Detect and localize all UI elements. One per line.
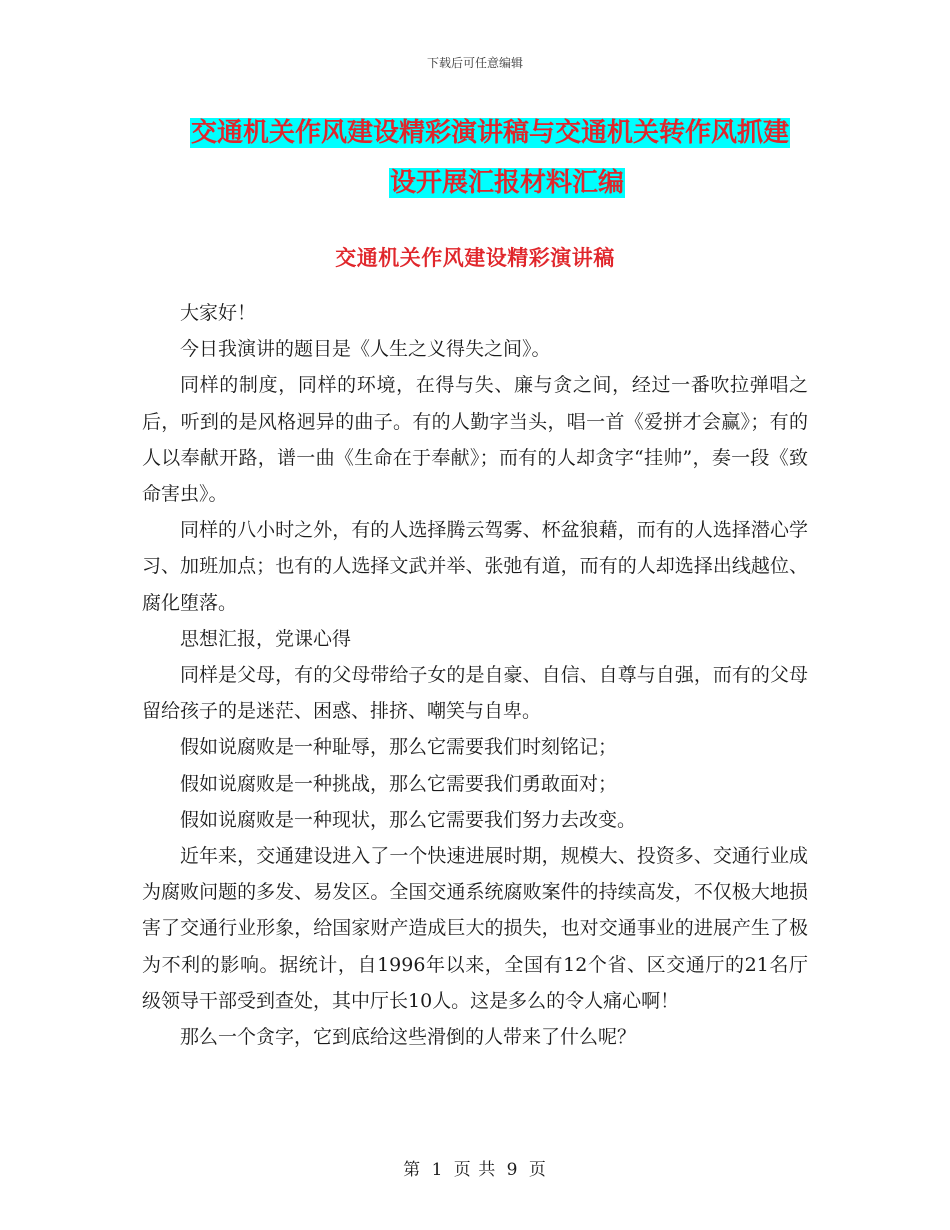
paragraph: 同样的制度，同样的环境，在得与失、廉与贪之间，经过一番吹拉弹唱之后，听到的是风格迥异的曲子。有的人勤字当头，唱一首《爱拼才会赢》；有的人以奉献开路，谱一曲《生命在于奉献》；而有的人却贪字“挂帅”，奏一段《致命害虫》。 <box>142 374 808 506</box>
paragraph: 假如说腐败是一种挑战，那么它需要我们勇敢面对； <box>180 772 618 795</box>
paragraph: 同样是父母，有的父母带给子女的是自豪、自信、自尊与自强，而有的父母留给孩子的是迷茫、困惑、排挤、嘲笑与自卑。 <box>142 664 808 723</box>
paragraph: 那么一个贪字，它到底给这些滑倒的人带来了什么呢？ <box>180 1026 637 1049</box>
footer-middle: 页 共 <box>453 1160 497 1180</box>
header-note: 下载后可任意编辑 <box>426 56 523 70</box>
paragraph: 今日我演讲的题目是《人生之义得失之间》。 <box>180 338 551 361</box>
paragraph: 假如说腐败是一种现状，那么它需要我们努力去改变。 <box>180 808 637 831</box>
section-title: 交通机关作风建设精彩演讲稿 <box>335 246 615 270</box>
footer-current-page: 1 <box>431 1160 444 1180</box>
document-title <box>190 108 820 208</box>
page-footer <box>0 1155 950 1180</box>
title-line-1-text: 交通机关作风建设精彩演讲稿与交通机关转作风抓建 <box>191 118 790 148</box>
footer-prefix: 第 <box>403 1160 422 1180</box>
paragraph: 大家好！ <box>180 302 257 324</box>
footer-total-pages: 9 <box>506 1160 519 1180</box>
paragraph: 思想汇报，党课心得 <box>180 627 352 650</box>
paragraph: 同样的八小时之外，有的人选择腾云驾雾、杯盆狼藉，而有的人选择潜心学习、加班加点；也有的人选择文武并举、张弛有道，而有的人却选择出线越位、腐化堕落。 <box>142 519 808 614</box>
title-line-1 <box>190 108 820 158</box>
title-line-2 <box>224 158 790 208</box>
title-line-2-text: 设开展汇报材料汇编 <box>389 168 624 198</box>
paragraph: 假如说腐败是一种耻辱，那么它需要我们时刻铭记； <box>180 736 618 759</box>
body-text <box>142 295 808 1055</box>
paragraph: 近年来，交通建设进入了一个快速进展时期，规模大、投资多、交通行业成为腐败问题的多发、易发区。全国交通系统腐败案件的持续高发，不仅极大地损害了交通行业形象，给国家财产造成巨大的损失，也对交通事业的进展产生了极为不利的影响。据统计，自1996年以来，全国有12个省、区交通厅的21名厅级领导干部受到查处，其中厅长10人。这是多么的令人痛心啊！ <box>142 845 808 1012</box>
footer-suffix: 页 <box>528 1160 547 1180</box>
